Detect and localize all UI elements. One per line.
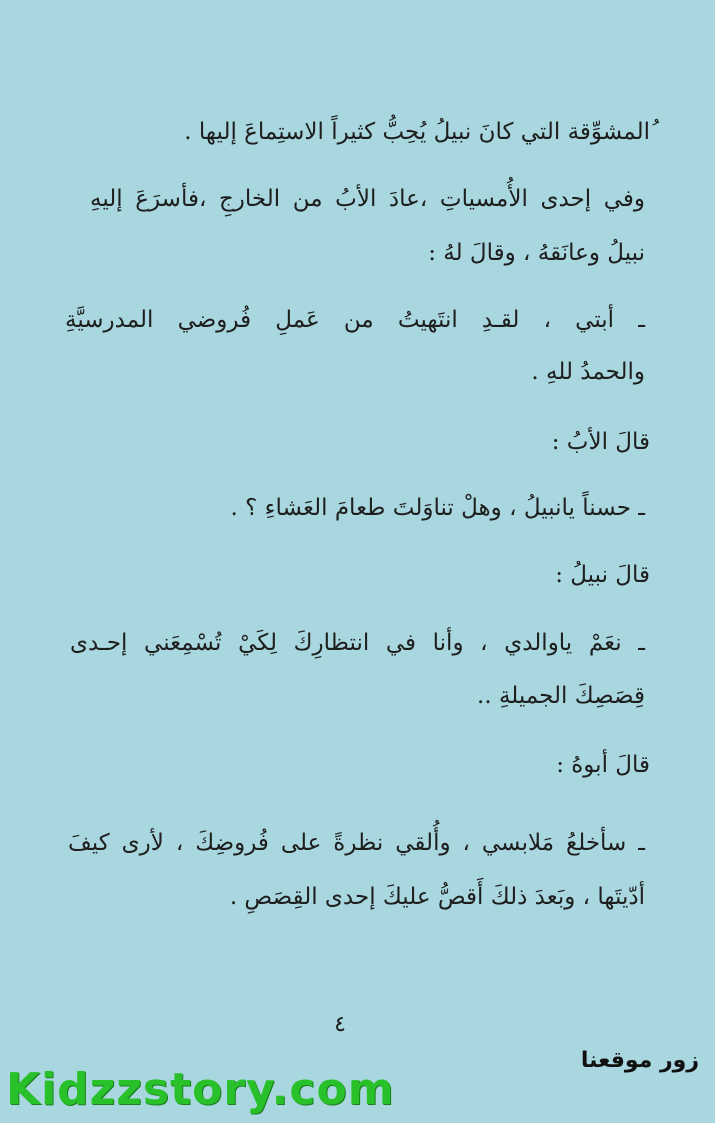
text-line-13: أدّيتَها ، وبَعدَ ذلكَ أَقصُّ عليكَ إحدى القِصَصِ . xyxy=(229,884,645,910)
text-line-1: ُالمشوِّقة التي كانَ نبيلُ يُحِبُّ كثيراً الاستِماعَ إليها . xyxy=(184,119,650,145)
text-line-4: ـ أبتي ، لقـدِ انتَهيتُ من عَملِ فُروضي المدرسيَّةِ xyxy=(65,307,645,333)
page-number: ٤ xyxy=(334,1012,346,1037)
text-line-6: قالَ الأبُ : xyxy=(551,429,650,455)
site-watermark: Kidzzstory.com xyxy=(6,1064,395,1115)
text-line-3: نبيلُ وعانَقهُ ، وقالَ لهُ : xyxy=(428,240,645,266)
promo-text: زور موقعنا xyxy=(580,1048,699,1073)
text-line-10: قِصَصِكَ الجميلةِ .. xyxy=(477,683,645,709)
text-line-8: قالَ نبيلُ : xyxy=(555,562,650,588)
text-line-7: ـ حسناً يانبيلُ ، وهلْ تناوَلتَ طعامَ العَشاءِ ؟ . xyxy=(230,495,645,521)
text-line-9: ـ نعَمْ ياوالدي ، وأنا في انتظارِكَ لِكَيْ تُسْمِعَني إحـدى xyxy=(70,630,645,656)
text-line-5: والحمدُ للهِ . xyxy=(531,359,645,385)
text-line-11: قالَ أبوهُ : xyxy=(556,752,650,778)
text-line-12: ـ سأخلعُ مَلابسي ، وأُلقي نظرةً على فُروضِكَ ، لأرى كيفَ xyxy=(68,830,645,856)
text-line-2: وفي إحدى الأُمسياتِ ،عادَ الأبُ من الخارجِ ،فأسرَعَ إليهِ xyxy=(90,186,645,212)
